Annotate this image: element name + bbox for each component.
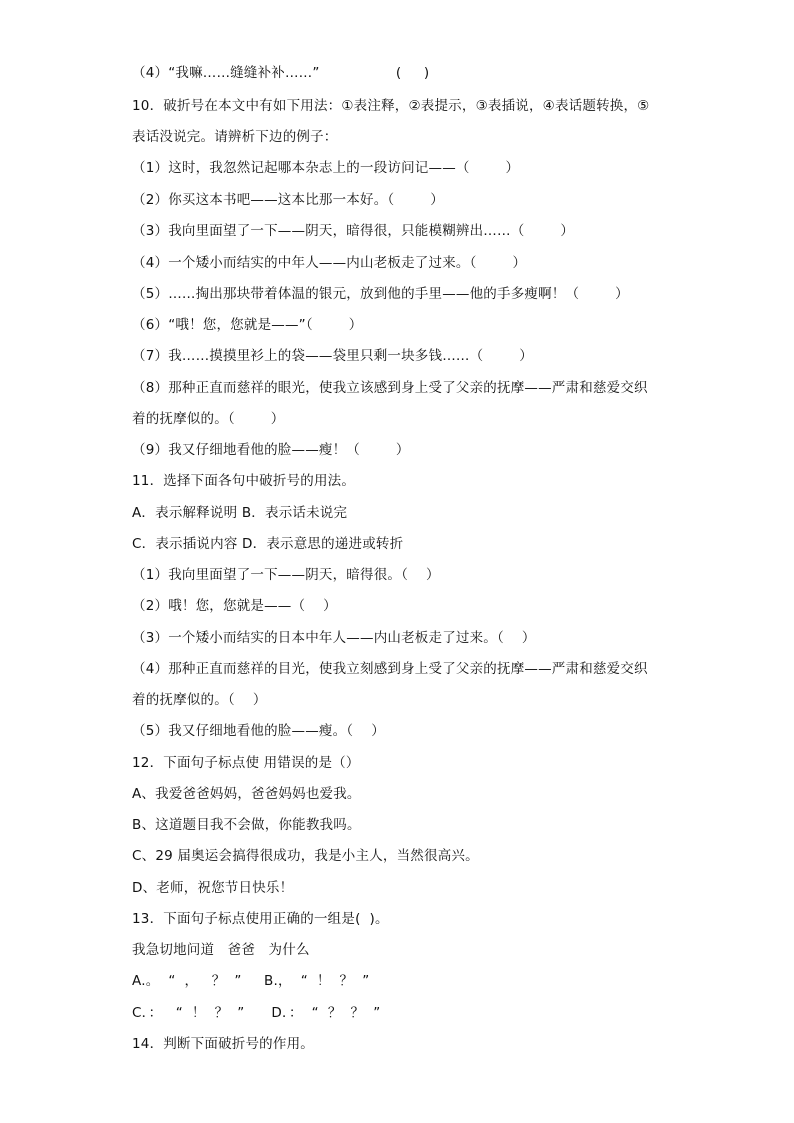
q14-stem: 14．判断下面破折号的作用。 [132,1036,314,1052]
q11-options-cd: C．表示插说内容 D．表示意思的递进或转折 [132,536,404,552]
q12-stem: 12．下面句子标点使 用错误的是（） [132,755,360,771]
q11-item-5: （5）我又仔细地看他的脸——瘦。（ ） [132,723,385,739]
q9-item-4: （4）“我嘛……缝缝补补……” ( ) [132,65,430,81]
q11-item-2: （2）哦！您，您就是——（ ） [132,598,337,614]
q10-stem: 10．破折号在本文中有如下用法：①表注释，②表提示，③表插说，④表话题转换，⑤ [132,98,650,114]
q13-stem: 13．下面句子标点使用正确的一组是( )。 [132,911,389,927]
q11-item-1: （1）我向里面望了一下——阴天，暗得很。（ ） [132,567,440,583]
q11-item-3: （3）一个矮小而结实的日本中年人——内山老板走了过来。（ ） [132,630,536,646]
q11-options-ab: A．表示解释说明 B．表示话未说完 [132,505,348,521]
q10-item-9: （9）我又仔细地看他的脸——瘦！（ ） [132,442,410,458]
q12-option-d: D、老师，祝您节日快乐！ [132,880,294,896]
q11-item-4-cont: 着的抚摩似的。（ ） [132,692,267,708]
q10-item-3: （3）我向里面望了一下——阴天，暗得很，只能模糊辨出……（ ） [132,223,575,239]
q13-sentence: 我急切地问道 爸爸 为什么 [132,942,310,958]
q13-options-ab: A.。 “ ， ？ ” B.， “ ！ ？ ” [132,973,370,989]
q10-item-6: （6）“哦！您，您就是——”（ ） [132,317,363,333]
q10-item-4: （4）一个矮小而结实的中年人——内山老板走了过来。（ ） [132,255,527,271]
q12-option-b: B、这道题目我不会做，你能教我吗。 [132,817,361,833]
q12-option-c: C、29 届奥运会搞得很成功，我是小主人，当然很高兴。 [132,848,479,864]
q12-option-a: A、我爱爸爸妈妈，爸爸妈妈也爱我。 [132,786,361,802]
q10-stem-cont: 表话没说完。请辨析下边的例子： [132,129,338,145]
q13-options-cd: C．： “ ！ ？ ” D．： “ ？ ？ ” [132,1005,381,1021]
q10-item-1: （1）这时，我忽然记起哪本杂志上的一段访问记——（ ） [132,160,520,176]
q11-item-4: （4）那种正直而慈祥的目光，使我立刻感到身上受了父亲的抚摩——严肃和慈爱交织 [132,661,648,677]
q10-item-8-cont: 着的抚摩似的。（ ） [132,411,285,427]
q10-item-2: （2）你买这本书吧——这本比那一本好。（ ） [132,192,444,208]
q10-item-7: （7）我……摸摸里衫上的袋——袋里只剩一块多钱……（ ） [132,348,533,364]
q10-item-5: （5）……掏出那块带着体温的银元，放到他的手里——他的手多瘦啊！（ ） [132,286,629,302]
q11-stem: 11．选择下面各句中破折号的用法。 [132,473,356,489]
q10-item-8: （8）那种正直而慈祥的眼光，使我立该感到身上受了父亲的抚摩——严肃和慈爱交织 [132,380,648,396]
